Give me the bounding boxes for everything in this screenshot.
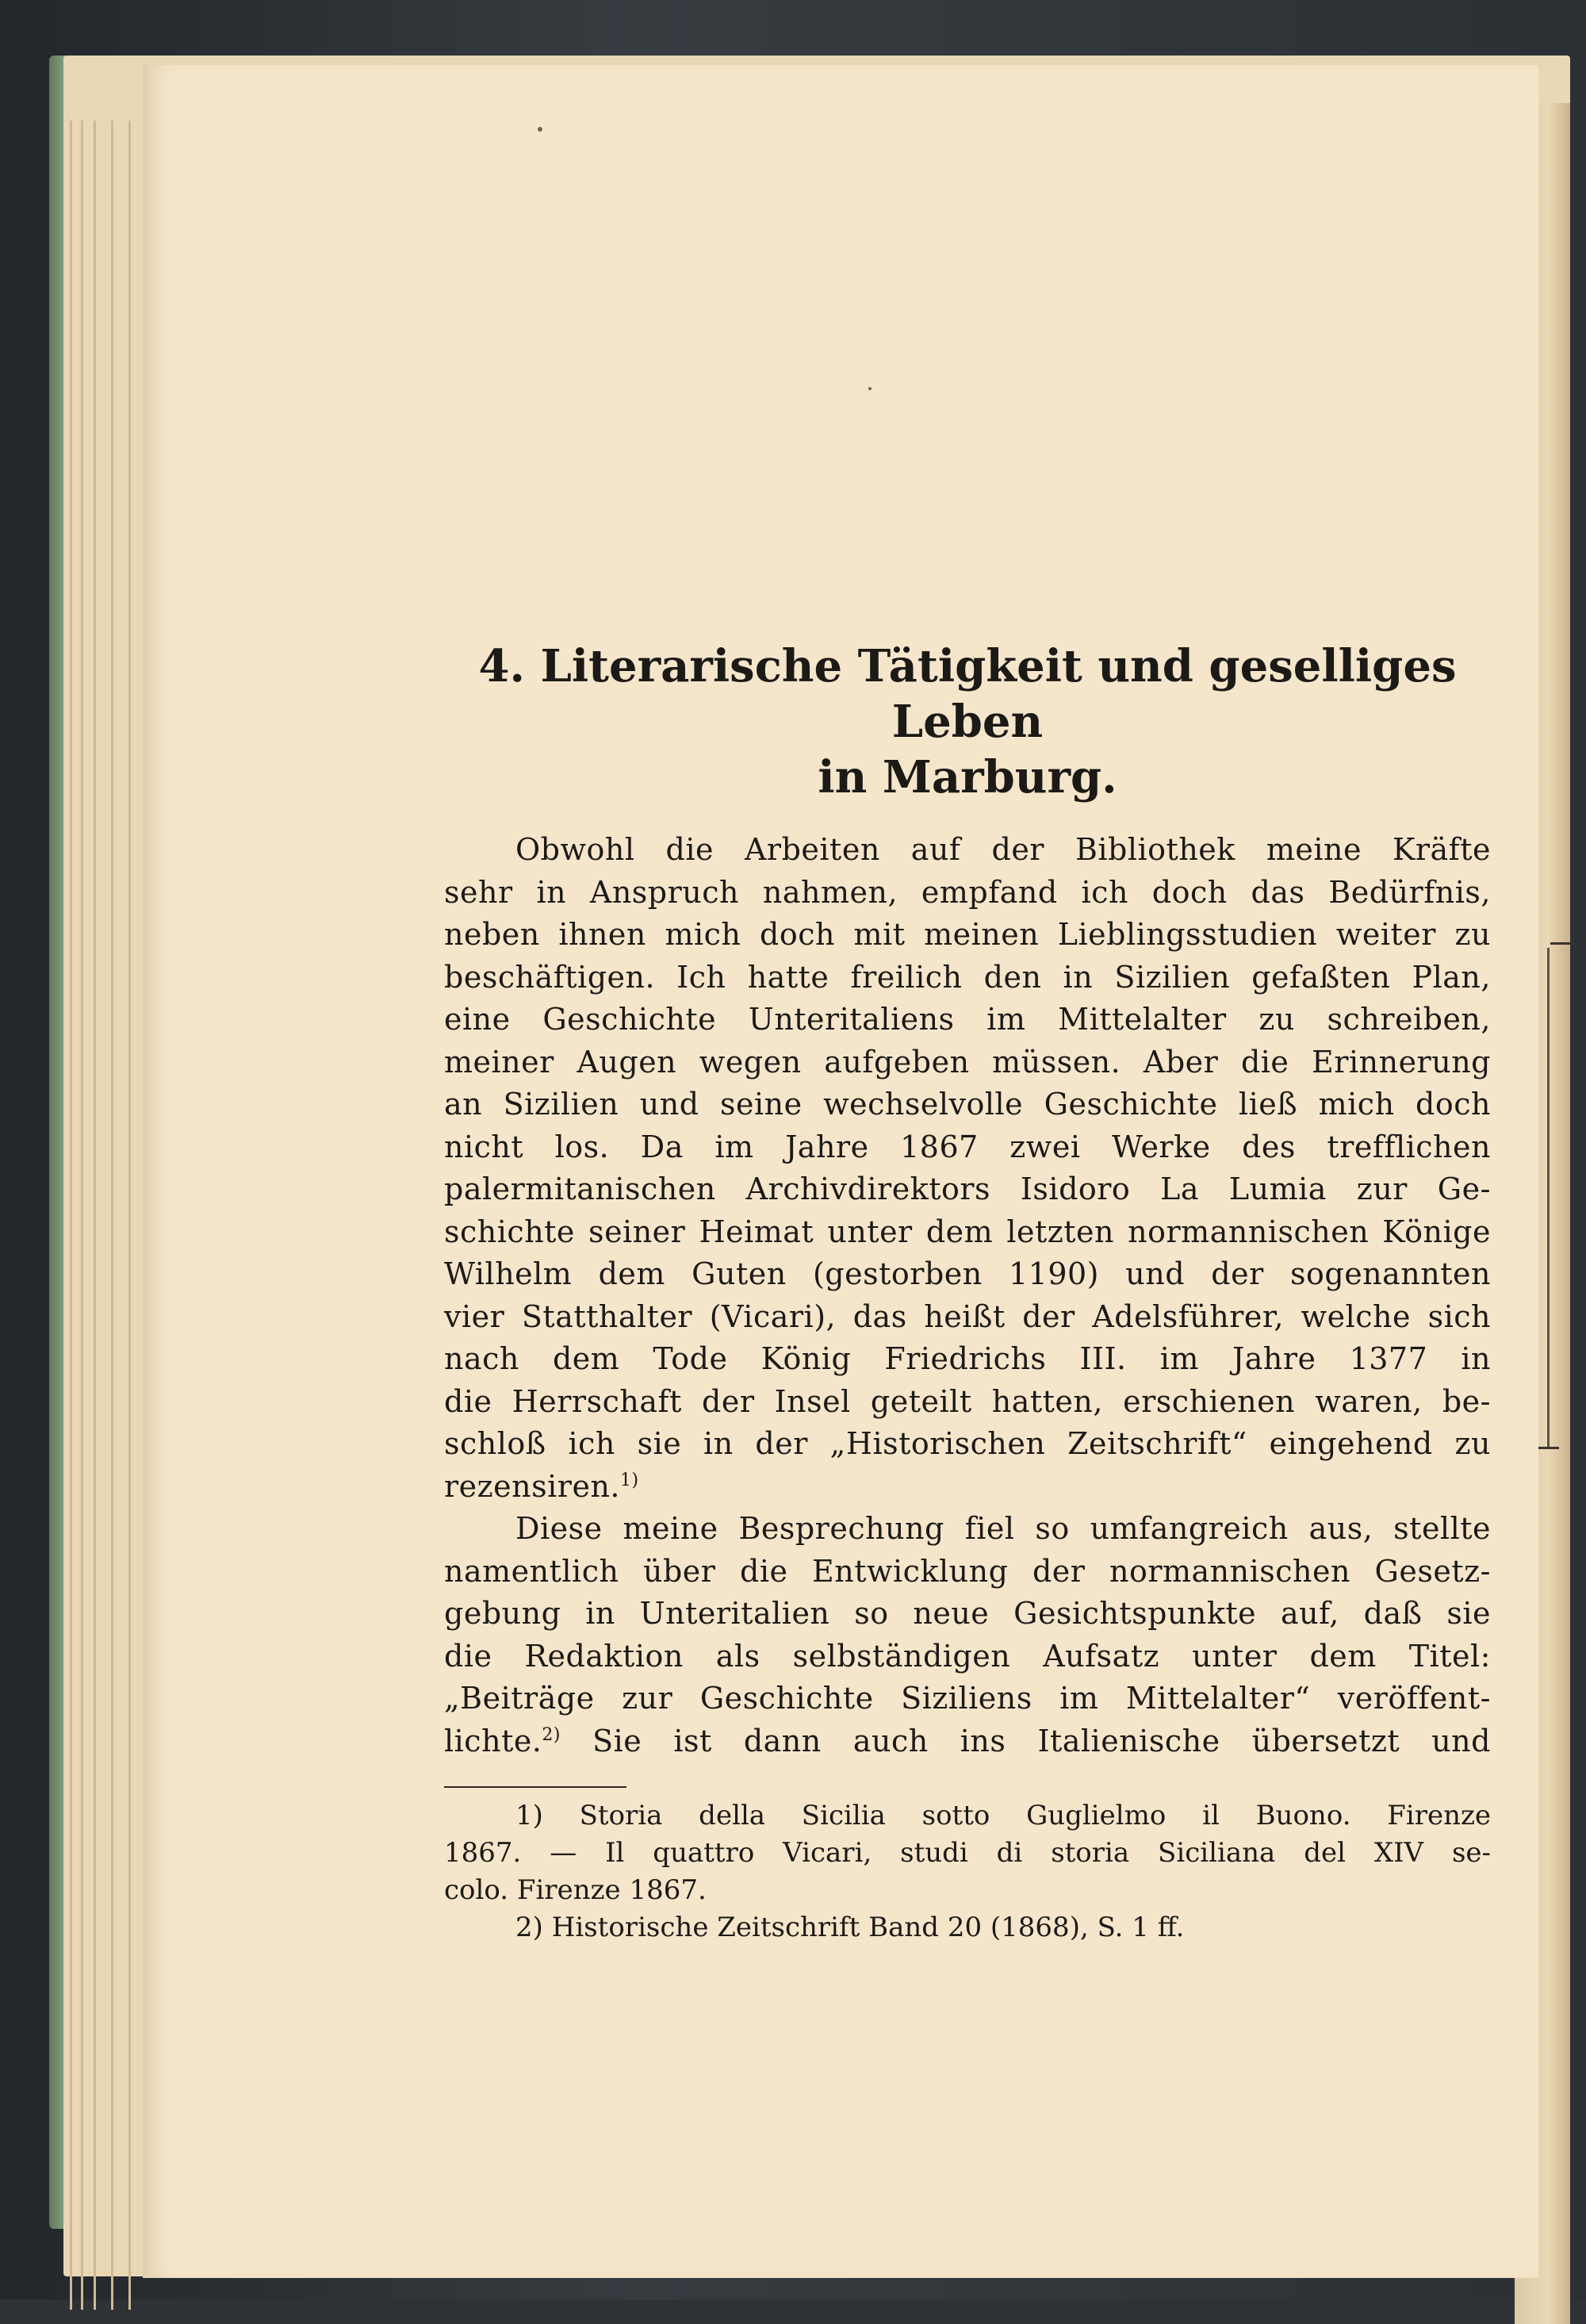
text-line: vier Statthalter (Vicari), das heißt der Adelsführer, welche sich: [444, 1298, 1491, 1334]
text-line: an Sizilien und seine wechselvolle Geschichte ließ mich doch: [444, 1087, 1491, 1122]
text-line-with-footnote: [444, 1720, 1491, 1763]
margin-mark: [1538, 1447, 1559, 1449]
text-line: schichte seiner Heimat unter dem letzten normannischen Könige: [444, 1214, 1491, 1249]
paper-speck: [538, 127, 542, 132]
footnote-1-line: colo. Firenze 1867.: [444, 1874, 707, 1906]
footnote-divider: [444, 1786, 626, 1788]
footnote-ref-2: 2): [542, 1724, 561, 1745]
chapter-heading: [444, 639, 1491, 805]
text-line-with-footnote: [444, 1466, 1491, 1509]
text-line: Diese meine Besprechung fiel so umfangreich aus, stellte: [515, 1511, 1491, 1546]
text-line: die Redaktion als selbständigen Aufsatz unter dem Titel:: [444, 1638, 1491, 1674]
text-line: beschäftigen. Ich hatte freilich den in Sizilien gefaßten Plan,: [444, 959, 1491, 995]
text-line: nicht los. Da im Jahre 1867 zwei Werke des trefflichen: [444, 1129, 1491, 1164]
margin-mark-line: [1547, 948, 1550, 1448]
chapter-heading-line-1: 4. Literarische Tätigkeit und geselliges Leben: [478, 640, 1457, 748]
text-line: sehr in Anspruch nahmen, empfand ich doch das Bedürfnis,: [444, 874, 1491, 910]
text-line: meiner Augen wegen aufgeben müssen. Aber die Erinnerung: [444, 1044, 1491, 1080]
footnote-1-line: 1) Storia della Sicilia sotto Guglielmo il Buono. Firenze: [515, 1800, 1491, 1831]
text-line: eine Geschichte Unteritaliens im Mittelalter zu schreiben,: [444, 1002, 1491, 1037]
text-fragment: lichte.: [444, 1723, 542, 1758]
page-content: [444, 639, 1491, 1946]
text-fragment: Sie ist dann auch ins Italienische übersetzt und: [592, 1723, 1491, 1758]
margin-mark: [1550, 942, 1573, 945]
footnotes: [444, 1797, 1491, 1946]
page-edge-line: [94, 121, 96, 2310]
text-line: Wilhelm dem Guten (gestorben 1190) und der sogenannten: [444, 1256, 1491, 1291]
footnote-1-line: 1867. — Il quattro Vicari, studi di storia Siciliana del XIV se-: [444, 1837, 1491, 1869]
text-line: schloß ich sie in der „Historischen Zeitschrift“ eingehend zu: [444, 1426, 1491, 1461]
page-edge-line: [70, 121, 72, 2310]
text-line: neben ihnen mich doch mit meinen Lieblingsstudien weiter zu: [444, 917, 1491, 952]
chapter-heading-line-2: in Marburg.: [818, 751, 1117, 803]
page-edge-line: [128, 121, 131, 2310]
footnote-2-line: 2) Historische Zeitschrift Band 20 (1868), S. 1 ff.: [515, 1912, 1185, 1943]
text-line: die Herrschaft der Insel geteilt hatten, erschienen waren, be-: [444, 1383, 1491, 1419]
page-edge-line: [81, 121, 83, 2310]
text-line: „Beiträge zur Geschichte Siziliens im Mittelalter“ veröffent-: [444, 1681, 1491, 1716]
text-line: namentlich über die Entwicklung der normannischen Gesetz-: [444, 1553, 1491, 1589]
text-line: Obwohl die Arbeiten auf der Bibliothek meine Kräfte: [515, 832, 1491, 867]
footnote-ref-1: 1): [620, 1470, 639, 1490]
text-line: nach dem Tode König Friedrichs III. im Jahre 1377 in: [444, 1341, 1491, 1376]
text-line: palermitanischen Archivdirektors Isidoro La Lumia zur Ge-: [444, 1172, 1491, 1206]
text-fragment: rezensiren.: [444, 1468, 620, 1504]
text-line: gebung in Unteritalien so neue Gesichtspunkte auf, daß sie: [444, 1596, 1491, 1631]
paper-speck: [868, 387, 872, 390]
page-edge-line: [111, 121, 113, 2310]
body-text: [444, 829, 1491, 1762]
